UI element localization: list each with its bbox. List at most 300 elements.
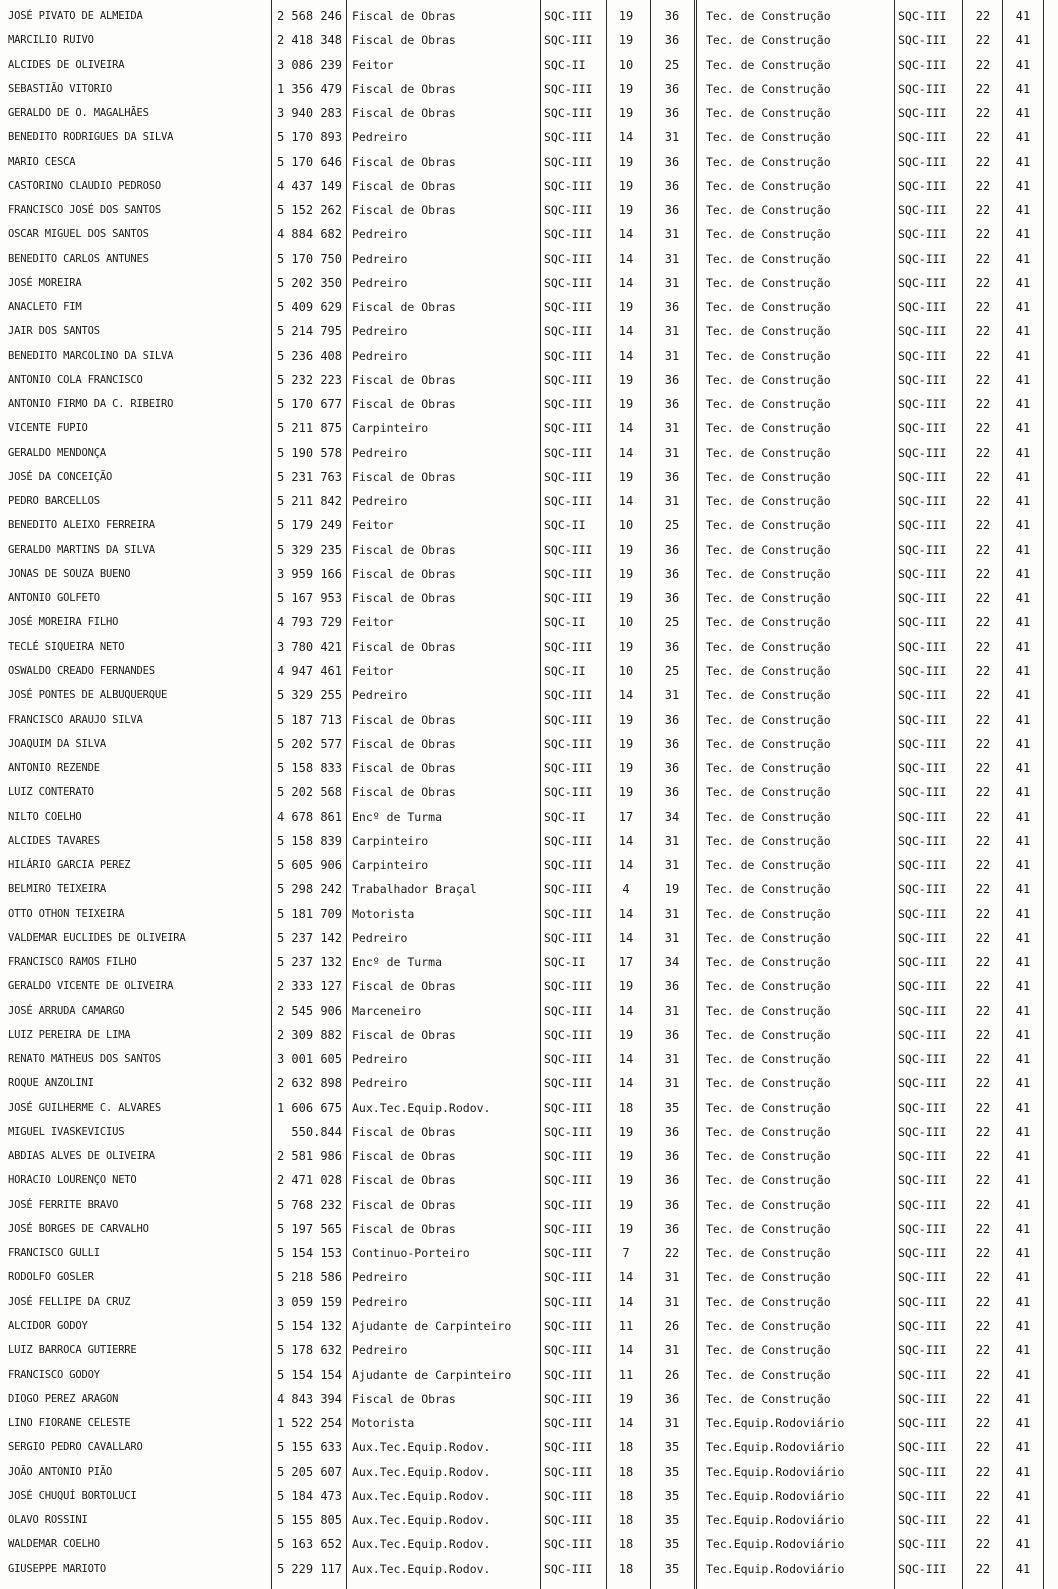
registration-cell: 5 202 568: [276, 785, 342, 800]
old-class-cell: SQC-III: [544, 688, 593, 703]
table-row: [0, 28, 1058, 52]
name-cell: BENEDITO CARLOS ANTUNES: [8, 252, 149, 265]
registration-cell: 5 231 763: [276, 469, 342, 484]
new-position-cell: Tec. de Construção: [706, 421, 831, 436]
registration-cell: 5 211 875: [276, 421, 342, 436]
new-grade-cell: 41: [1015, 955, 1031, 970]
registration-cell: 5 211 842: [276, 494, 342, 509]
name-cell: JOSÉ CHUQUÍ BORTOLUCI: [8, 1489, 137, 1502]
new-grade-cell: 41: [1015, 324, 1031, 339]
new-grade-cell: 41: [1015, 785, 1031, 800]
old-grade-cell: 25: [664, 57, 680, 72]
new-grade-cell: 41: [1015, 639, 1031, 654]
new-position-cell: Tec. de Construção: [706, 542, 831, 557]
table-row: [0, 150, 1058, 174]
new-class-cell: SQC-III: [898, 397, 947, 412]
name-cell: FRANCISCO GULLI: [8, 1247, 100, 1260]
old-position-cell: Fiscal de Obras: [352, 372, 456, 387]
new-ref-cell: 22: [975, 154, 991, 169]
old-ref-cell: 10: [618, 664, 634, 678]
new-ref-cell: 22: [975, 1440, 991, 1455]
name-cell: ALCIDOR GODOY: [8, 1320, 88, 1332]
new-class-cell: SQC-III: [898, 227, 947, 242]
new-class-cell: SQC-III: [898, 9, 947, 23]
new-ref-cell: 22: [975, 688, 991, 703]
new-ref-cell: 22: [975, 275, 991, 290]
new-position-cell: Tec. de Construção: [706, 639, 831, 654]
old-grade-cell: 36: [664, 542, 680, 557]
old-grade-cell: 36: [664, 178, 680, 193]
new-position-cell: Tec. de Construção: [706, 203, 831, 218]
old-class-cell: SQC-III: [544, 203, 593, 218]
old-class-cell: SQC-III: [544, 154, 593, 169]
old-ref-cell: 14: [618, 130, 634, 145]
table-row: [0, 222, 1058, 246]
name-cell: JOSÉ MOREIRA FILHO: [8, 616, 119, 629]
old-position-cell: Trabalhador Braçal: [352, 882, 477, 897]
old-position-cell: Pedreiro: [352, 1294, 408, 1309]
name-cell: MARCILIO RUIVO: [8, 34, 94, 47]
old-ref-cell: 18: [618, 1513, 634, 1528]
old-position-cell: Fiscal de Obras: [352, 1027, 456, 1042]
new-class-cell: SQC-III: [898, 57, 947, 72]
new-class-cell: SQC-III: [898, 809, 947, 824]
new-grade-cell: 41: [1015, 664, 1031, 678]
new-position-cell: Tec. de Construção: [706, 566, 831, 581]
old-grade-cell: 36: [664, 397, 680, 412]
old-ref-cell: 19: [618, 542, 634, 557]
name-cell: JOSÉ PONTES DE ALBUQUERQUE: [8, 689, 168, 702]
old-ref-cell: 19: [618, 81, 634, 96]
new-position-cell: Tec. de Construção: [706, 809, 831, 824]
table-row: [0, 683, 1058, 707]
registration-cell: 5 202 577: [276, 736, 342, 751]
old-grade-cell: 31: [664, 275, 680, 290]
old-class-cell: SQC-III: [544, 33, 593, 48]
table-row: [0, 174, 1058, 198]
name-cell: GERALDO MARTINS DA SILVA: [8, 543, 155, 556]
new-grade-cell: 41: [1015, 1246, 1031, 1261]
old-grade-cell: 36: [664, 1027, 680, 1042]
old-ref-cell: 11: [618, 1319, 634, 1333]
new-ref-cell: 22: [975, 203, 991, 218]
registration-cell: 2 471 028: [276, 1173, 342, 1188]
old-class-cell: SQC-III: [544, 639, 593, 654]
new-ref-cell: 22: [975, 1343, 991, 1358]
new-position-cell: Tec. de Construção: [706, 494, 831, 509]
old-class-cell: SQC-III: [544, 130, 593, 145]
new-class-cell: SQC-III: [898, 1270, 947, 1285]
old-class-cell: SQC-III: [544, 1294, 593, 1309]
name-cell: ANACLETO FIM: [8, 301, 82, 314]
new-grade-cell: 41: [1015, 930, 1031, 945]
registration-cell: 5 205 607: [276, 1464, 342, 1479]
old-grade-cell: 22: [664, 1246, 680, 1261]
table-row: [0, 125, 1058, 149]
old-position-cell: Fiscal de Obras: [352, 300, 456, 315]
new-position-cell: Tec. de Construção: [706, 1367, 831, 1382]
new-grade-cell: 41: [1015, 1513, 1031, 1528]
old-grade-cell: 31: [664, 858, 680, 873]
old-class-cell: SQC-II: [544, 664, 586, 678]
old-class-cell: SQC-III: [544, 858, 593, 873]
new-grade-cell: 41: [1015, 1367, 1031, 1382]
old-grade-cell: 31: [664, 1416, 680, 1431]
old-grade-cell: 31: [664, 1270, 680, 1285]
registration-cell: 3 780 421: [276, 639, 342, 654]
new-position-cell: Tec. de Construção: [706, 858, 831, 873]
name-cell: JOSÉ GUILHERME C. ALVARES: [8, 1101, 162, 1114]
old-position-cell: Fiscal de Obras: [352, 178, 456, 193]
new-class-cell: SQC-III: [898, 130, 947, 145]
new-class-cell: SQC-III: [898, 178, 947, 193]
registration-cell: 5 409 629: [276, 300, 342, 315]
new-ref-cell: 22: [975, 1052, 991, 1067]
table-row: [0, 708, 1058, 732]
name-cell: JOSÉ BORGES DE CARVALHO: [8, 1222, 149, 1235]
registration-cell: 5 236 408: [276, 348, 342, 363]
registration-cell: 5 184 473: [276, 1488, 342, 1503]
old-class-cell: SQC-III: [544, 1149, 593, 1164]
registration-cell: 1 356 479: [276, 81, 342, 96]
old-position-cell: Feitor: [352, 664, 394, 678]
new-ref-cell: 22: [975, 785, 991, 800]
new-ref-cell: 22: [975, 33, 991, 48]
old-grade-cell: 36: [664, 372, 680, 387]
old-position-cell: Feitor: [352, 57, 394, 72]
old-position-cell: Fiscal de Obras: [352, 712, 456, 727]
table-row: [0, 1144, 1058, 1168]
new-ref-cell: 22: [975, 1246, 991, 1261]
new-position-cell: Tec. de Construção: [706, 1027, 831, 1042]
registration-cell: 2 309 882: [276, 1027, 342, 1042]
new-class-cell: SQC-III: [898, 1246, 947, 1261]
old-class-cell: SQC-III: [544, 566, 593, 581]
name-cell: OLAVO ROSSINI: [8, 1514, 88, 1527]
old-class-cell: SQC-III: [544, 251, 593, 266]
old-position-cell: Fiscal de Obras: [352, 81, 456, 96]
old-class-cell: SQC-III: [544, 1319, 593, 1333]
old-position-cell: Fiscal de Obras: [352, 979, 456, 994]
old-class-cell: SQC-III: [544, 1343, 593, 1358]
table-row: [0, 610, 1058, 634]
table-row: [0, 1363, 1058, 1387]
old-class-cell: SQC-II: [544, 615, 586, 630]
new-ref-cell: 22: [975, 1367, 991, 1382]
new-grade-cell: 41: [1015, 882, 1031, 897]
old-position-cell: Pedreiro: [352, 324, 408, 339]
old-grade-cell: 31: [664, 688, 680, 703]
name-cell: BELMIRO TEIXEIRA: [8, 883, 106, 896]
old-class-cell: SQC-III: [544, 1124, 593, 1139]
old-position-cell: Encº de Turma: [352, 955, 443, 970]
old-ref-cell: 14: [618, 494, 634, 509]
registration-cell: 4 793 729: [276, 615, 342, 630]
new-ref-cell: 22: [975, 591, 991, 606]
old-ref-cell: 19: [618, 785, 634, 800]
new-position-cell: Tec. de Construção: [706, 445, 831, 460]
old-class-cell: SQC-II: [544, 57, 586, 72]
name-cell: FRANCISCO JOSÉ DOS SANTOS: [8, 204, 162, 217]
old-class-cell: SQC-III: [544, 979, 593, 994]
old-position-cell: Pedreiro: [352, 688, 408, 703]
new-ref-cell: 22: [975, 882, 991, 897]
old-grade-cell: 34: [664, 809, 680, 824]
registration-cell: 4 678 861: [276, 809, 342, 824]
new-grade-cell: 41: [1015, 591, 1031, 606]
old-ref-cell: 14: [618, 1270, 634, 1285]
old-position-cell: Carpinteiro: [352, 858, 429, 873]
name-cell: JOSÉ ARRUDA CAMARGO: [8, 1004, 125, 1017]
registration-cell: 3 959 166: [276, 566, 342, 581]
old-position-cell: Fiscal de Obras: [352, 591, 456, 606]
old-class-cell: SQC-III: [544, 882, 593, 897]
table-row: [0, 829, 1058, 853]
table-row: [0, 1508, 1058, 1532]
new-grade-cell: 41: [1015, 494, 1031, 509]
old-position-cell: Motorista: [352, 1416, 415, 1431]
new-grade-cell: 41: [1015, 615, 1031, 630]
old-class-cell: SQC-III: [544, 1027, 593, 1042]
new-grade-cell: 41: [1015, 178, 1031, 193]
old-ref-cell: 19: [618, 639, 634, 654]
table-row: [0, 1557, 1058, 1581]
new-grade-cell: 41: [1015, 1221, 1031, 1236]
registration-cell: 3 001 605: [276, 1052, 342, 1067]
old-class-cell: SQC-III: [544, 372, 593, 387]
registration-cell: 550.844: [291, 1124, 342, 1139]
new-position-cell: Tec. de Construção: [706, 712, 831, 727]
new-grade-cell: 41: [1015, 348, 1031, 363]
old-grade-cell: 36: [664, 203, 680, 218]
new-position-cell: Tec. de Construção: [706, 348, 831, 363]
new-position-cell: Tec. de Construção: [706, 178, 831, 193]
new-grade-cell: 41: [1015, 833, 1031, 848]
registration-cell: 5 187 713: [276, 712, 342, 727]
old-ref-cell: 14: [618, 421, 634, 436]
old-grade-cell: 31: [664, 1343, 680, 1358]
registration-cell: 5 768 232: [276, 1197, 342, 1212]
new-ref-cell: 22: [975, 1294, 991, 1309]
name-cell: ABDIAS ALVES DE OLIVEIRA: [8, 1150, 155, 1163]
name-cell: JOSÉ FELLIPE DA CRUZ: [8, 1295, 131, 1308]
old-grade-cell: 31: [664, 130, 680, 145]
old-position-cell: Pedreiro: [352, 227, 408, 242]
table-row: [0, 1460, 1058, 1484]
new-grade-cell: 41: [1015, 203, 1031, 218]
new-position-cell: Tec. de Construção: [706, 1391, 831, 1406]
table-row: [0, 877, 1058, 901]
old-class-cell: SQC-III: [544, 542, 593, 557]
new-class-cell: SQC-III: [898, 324, 947, 339]
table-row: [0, 1484, 1058, 1508]
new-ref-cell: 22: [975, 445, 991, 460]
new-position-cell: Tec. de Construção: [706, 955, 831, 970]
new-class-cell: SQC-III: [898, 1076, 947, 1091]
new-position-cell: Tec.Equip.Rodoviário: [706, 1416, 845, 1431]
old-grade-cell: 25: [664, 518, 680, 533]
old-position-cell: Pedreiro: [352, 130, 408, 145]
new-class-cell: SQC-III: [898, 1124, 947, 1139]
old-grade-cell: 36: [664, 300, 680, 315]
new-position-cell: Tec. de Construção: [706, 300, 831, 315]
new-grade-cell: 41: [1015, 1416, 1031, 1431]
new-ref-cell: 22: [975, 81, 991, 96]
old-position-cell: Aux.Tec.Equip.Rodov.: [352, 1537, 491, 1552]
new-position-cell: Tec. de Construção: [706, 664, 831, 678]
old-position-cell: Fiscal de Obras: [352, 1197, 456, 1212]
new-class-cell: SQC-III: [898, 1391, 947, 1406]
old-position-cell: Aux.Tec.Equip.Rodov.: [352, 1561, 491, 1576]
new-position-cell: Tec. de Construção: [706, 251, 831, 266]
new-position-cell: Tec. de Construção: [706, 1052, 831, 1067]
table-row: [0, 1217, 1058, 1241]
table-row: [0, 416, 1058, 440]
old-ref-cell: 18: [618, 1440, 634, 1455]
old-ref-cell: 10: [618, 615, 634, 630]
old-grade-cell: 31: [664, 1294, 680, 1309]
new-grade-cell: 41: [1015, 57, 1031, 72]
old-class-cell: SQC-III: [544, 397, 593, 412]
new-position-cell: Tec. de Construção: [706, 979, 831, 994]
new-class-cell: SQC-III: [898, 251, 947, 266]
name-cell: FRANCISCO GODOY: [8, 1368, 100, 1381]
new-ref-cell: 22: [975, 566, 991, 581]
new-grade-cell: 41: [1015, 979, 1031, 994]
table-row: [0, 1290, 1058, 1314]
registration-cell: 5 329 235: [276, 542, 342, 557]
old-position-cell: Pedreiro: [352, 1270, 408, 1285]
name-cell: RODOLFO GOSLER: [8, 1271, 94, 1284]
new-ref-cell: 22: [975, 542, 991, 557]
new-grade-cell: 41: [1015, 688, 1031, 703]
new-ref-cell: 22: [975, 1464, 991, 1479]
registration-cell: 5 237 132: [276, 955, 342, 970]
new-position-cell: Tec. de Construção: [706, 785, 831, 800]
old-position-cell: Marceneiro: [352, 1003, 422, 1018]
old-class-cell: SQC-III: [544, 9, 593, 23]
old-position-cell: Pedreiro: [352, 275, 408, 290]
new-grade-cell: 41: [1015, 81, 1031, 96]
registration-cell: 5 170 750: [276, 251, 342, 266]
table-row: [0, 1314, 1058, 1338]
new-ref-cell: 22: [975, 1561, 991, 1576]
table-row: [0, 732, 1058, 756]
old-class-cell: SQC-III: [544, 930, 593, 945]
new-ref-cell: 22: [975, 348, 991, 363]
old-position-cell: Carpinteiro: [352, 833, 429, 848]
table-row: [0, 1120, 1058, 1144]
new-grade-cell: 41: [1015, 1319, 1031, 1333]
new-class-cell: SQC-III: [898, 1027, 947, 1042]
new-class-cell: SQC-III: [898, 761, 947, 776]
registration-cell: 4 947 461: [276, 664, 342, 678]
registration-cell: 5 163 652: [276, 1537, 342, 1552]
registration-cell: 5 229 117: [276, 1561, 342, 1576]
old-grade-cell: 36: [664, 1149, 680, 1164]
name-cell: GERALDO DE O. MAGALHÃES: [8, 107, 149, 120]
old-ref-cell: 19: [618, 9, 634, 23]
old-ref-cell: 14: [618, 324, 634, 339]
old-grade-cell: 35: [664, 1537, 680, 1552]
old-grade-cell: 36: [664, 1197, 680, 1212]
new-grade-cell: 41: [1015, 1197, 1031, 1212]
registration-cell: 4 843 394: [276, 1391, 342, 1406]
old-position-cell: Fiscal de Obras: [352, 203, 456, 218]
name-cell: JOSÉ DA CONCEIÇÃO: [8, 470, 113, 483]
table-row: [0, 1265, 1058, 1289]
old-class-cell: SQC-III: [544, 324, 593, 339]
table-row: [0, 489, 1058, 513]
old-ref-cell: 11: [618, 1367, 634, 1382]
new-class-cell: SQC-III: [898, 542, 947, 557]
new-class-cell: SQC-III: [898, 203, 947, 218]
old-ref-cell: 19: [618, 591, 634, 606]
old-ref-cell: 14: [618, 1416, 634, 1431]
name-cell: HORACIO LOURENÇO NETO: [8, 1174, 137, 1187]
new-ref-cell: 22: [975, 1027, 991, 1042]
old-ref-cell: 10: [618, 57, 634, 72]
old-ref-cell: 10: [618, 518, 634, 533]
name-cell: LUIZ CONTERATO: [8, 786, 94, 799]
registration-cell: 5 605 906: [276, 858, 342, 873]
old-ref-cell: 14: [618, 251, 634, 266]
new-grade-cell: 41: [1015, 154, 1031, 169]
new-class-cell: SQC-III: [898, 1100, 947, 1115]
new-grade-cell: 41: [1015, 300, 1031, 315]
registration-cell: 5 202 350: [276, 275, 342, 290]
old-class-cell: SQC-III: [544, 906, 593, 921]
new-ref-cell: 22: [975, 494, 991, 509]
registration-cell: 5 232 223: [276, 372, 342, 387]
old-class-cell: SQC-III: [544, 1221, 593, 1236]
table-row: [0, 392, 1058, 416]
new-grade-cell: 41: [1015, 1343, 1031, 1358]
old-grade-cell: 35: [664, 1100, 680, 1115]
old-grade-cell: 36: [664, 566, 680, 581]
new-class-cell: SQC-III: [898, 518, 947, 533]
old-ref-cell: 18: [618, 1537, 634, 1552]
new-class-cell: SQC-III: [898, 979, 947, 994]
old-class-cell: SQC-III: [544, 106, 593, 121]
name-cell: JOAQUIM DA SILVA: [8, 737, 106, 750]
old-position-cell: Encº de Turma: [352, 809, 443, 824]
old-ref-cell: 18: [618, 1100, 634, 1115]
old-grade-cell: 26: [664, 1319, 680, 1333]
old-ref-cell: 14: [618, 906, 634, 921]
old-ref-cell: 14: [618, 930, 634, 945]
name-cell: JONAS DE SOUZA BUENO: [8, 567, 131, 580]
new-position-cell: Tec. de Construção: [706, 930, 831, 945]
name-cell: GERALDO MENDONÇA: [8, 446, 106, 459]
name-cell: CASTORINO CLAUDIO PEDROSO: [8, 179, 162, 192]
old-grade-cell: 36: [664, 33, 680, 48]
old-class-cell: SQC-III: [544, 227, 593, 242]
old-grade-cell: 19: [664, 882, 680, 897]
old-class-cell: SQC-III: [544, 1270, 593, 1285]
table-row: [0, 926, 1058, 950]
table-row: [0, 756, 1058, 780]
new-position-cell: Tec. de Construção: [706, 1246, 831, 1261]
old-position-cell: Continuo-Porteiro: [352, 1246, 470, 1261]
new-class-cell: SQC-III: [898, 664, 947, 678]
old-class-cell: SQC-III: [544, 736, 593, 751]
new-grade-cell: 41: [1015, 397, 1031, 412]
registration-cell: 5 181 709: [276, 906, 342, 921]
name-cell: JOSÉ MOREIRA: [8, 276, 82, 289]
old-ref-cell: 19: [618, 203, 634, 218]
old-class-cell: SQC-III: [544, 785, 593, 800]
